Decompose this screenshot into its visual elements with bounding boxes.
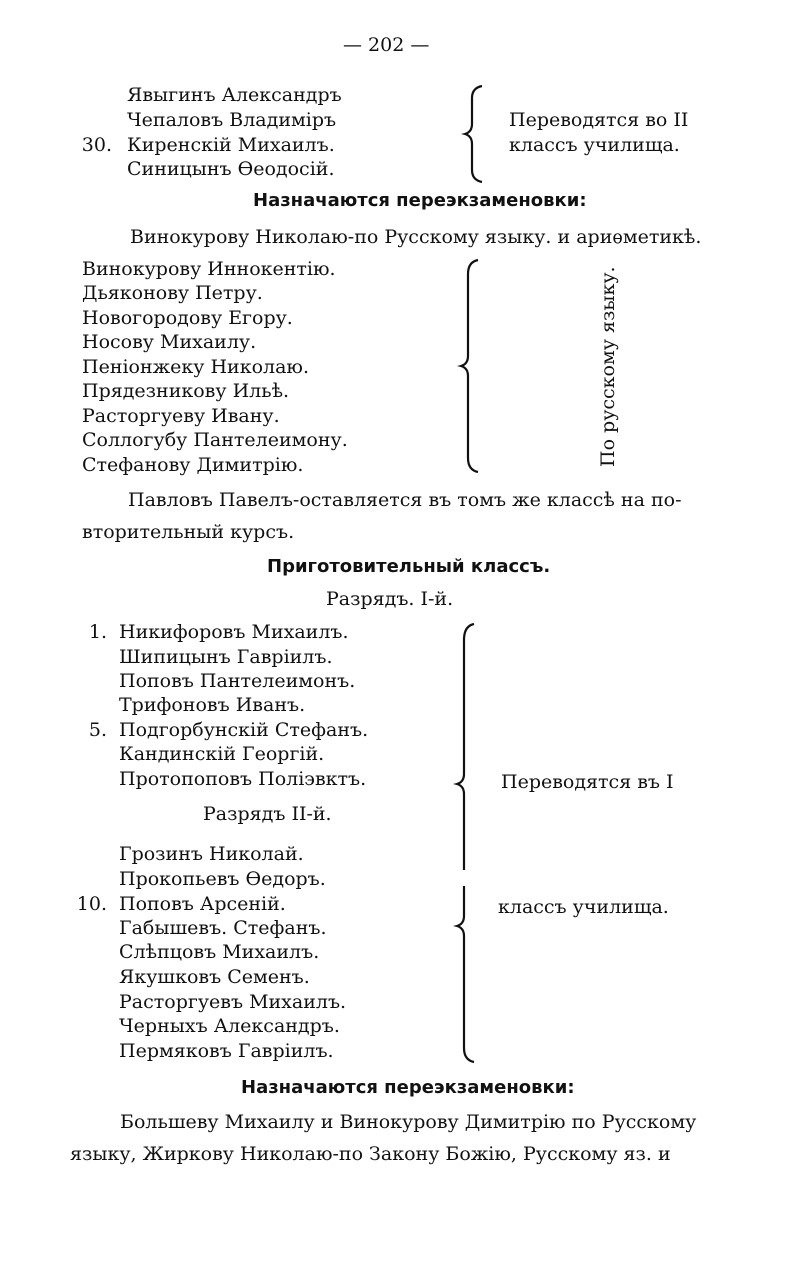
list-item: Дьяконову Петру.: [82, 282, 263, 304]
list-item: Черныхъ Александръ.: [119, 1015, 340, 1037]
transfer-note: классъ училища.: [509, 134, 680, 156]
list-item: Кандинскій Георгій.: [119, 743, 325, 765]
subsection-heading: Разрядъ II-й.: [203, 803, 332, 825]
item-number: 10.: [76, 893, 107, 915]
list-item: Протопоповъ Поліэвктъ.: [119, 768, 367, 790]
list-item: Подгорбунскій Стефанъ.: [119, 719, 369, 741]
list-item: Стефанову Димитрію.: [82, 454, 304, 476]
list-item: Синицынъ Ѳеодосій.: [127, 158, 335, 180]
list-item: Грозинъ Николай.: [119, 843, 304, 865]
text-line: Большеву Михаилу и Винокурову Димитрію по Русскому: [120, 1111, 697, 1133]
brace-right: [460, 260, 490, 472]
item-number: 30.: [81, 134, 112, 156]
text-line: Винокурову Николаю-по Русскому языку. и ариѳметикѣ.: [130, 226, 702, 248]
section-heading: Назначаются переэкзаменовки:: [253, 190, 587, 211]
transfer-note: классъ училища.: [498, 896, 669, 918]
text-line: вторительный курсъ.: [82, 521, 295, 543]
text-line: Павловъ Павелъ-оставляется въ томъ же классѣ на по-: [128, 489, 682, 511]
subject-note-rotated: По русскому языку.: [597, 266, 619, 467]
transfer-note: Переводятся въ I: [501, 771, 674, 793]
item-number: 1.: [88, 621, 107, 643]
subsection-heading: Разрядъ. I-й.: [326, 588, 454, 610]
list-item: Чепаловъ Владиміръ: [127, 109, 337, 131]
list-item: Прядезникову Ильѣ.: [82, 380, 290, 402]
list-item: Слѣпцовъ Михаилъ.: [119, 941, 320, 963]
brace-right: [456, 624, 486, 1062]
list-item: Соллогубу Пантелеимону.: [82, 429, 348, 451]
item-number: 5.: [88, 719, 107, 741]
list-item: Явыгинъ Александръ: [127, 84, 342, 106]
list-item: Поповъ Пантелеимонъ.: [119, 670, 356, 692]
brace-right: [464, 86, 494, 182]
list-item: Прокопьевъ Ѳедоръ.: [119, 868, 326, 890]
list-item: Шипицынъ Гавріилъ.: [119, 646, 333, 668]
section-heading: Приготовительный классъ.: [267, 556, 551, 577]
list-item: Носову Михаилу.: [82, 331, 257, 353]
list-item: Расторгуевъ Михаилъ.: [119, 991, 347, 1013]
list-item: Пермяковъ Гавріилъ.: [119, 1040, 334, 1062]
list-item: Пеніонжеку Николаю.: [82, 356, 309, 378]
list-item: Трифоновъ Иванъ.: [119, 694, 306, 716]
list-item: Якушковъ Семенъ.: [119, 966, 310, 988]
text-line: языку, Жиркову Николаю-по Закону Божію, Русскому яз. и: [70, 1143, 671, 1165]
list-item: Новогородову Егору.: [82, 307, 293, 329]
list-item: Винокурову Иннокентію.: [82, 258, 336, 280]
transfer-note: Переводятся во II: [509, 109, 689, 131]
list-item: Поповъ Арсеній.: [119, 893, 286, 915]
list-item: Габышевъ. Стефанъ.: [119, 917, 327, 939]
list-item: Никифоровъ Михаилъ.: [119, 621, 349, 643]
page-number: — 202 —: [343, 34, 430, 56]
section-heading: Назначаются переэкзаменовки:: [241, 1077, 575, 1098]
list-item: Расторгуеву Ивану.: [82, 405, 280, 427]
list-item: Киренскій Михаилъ.: [127, 134, 335, 156]
